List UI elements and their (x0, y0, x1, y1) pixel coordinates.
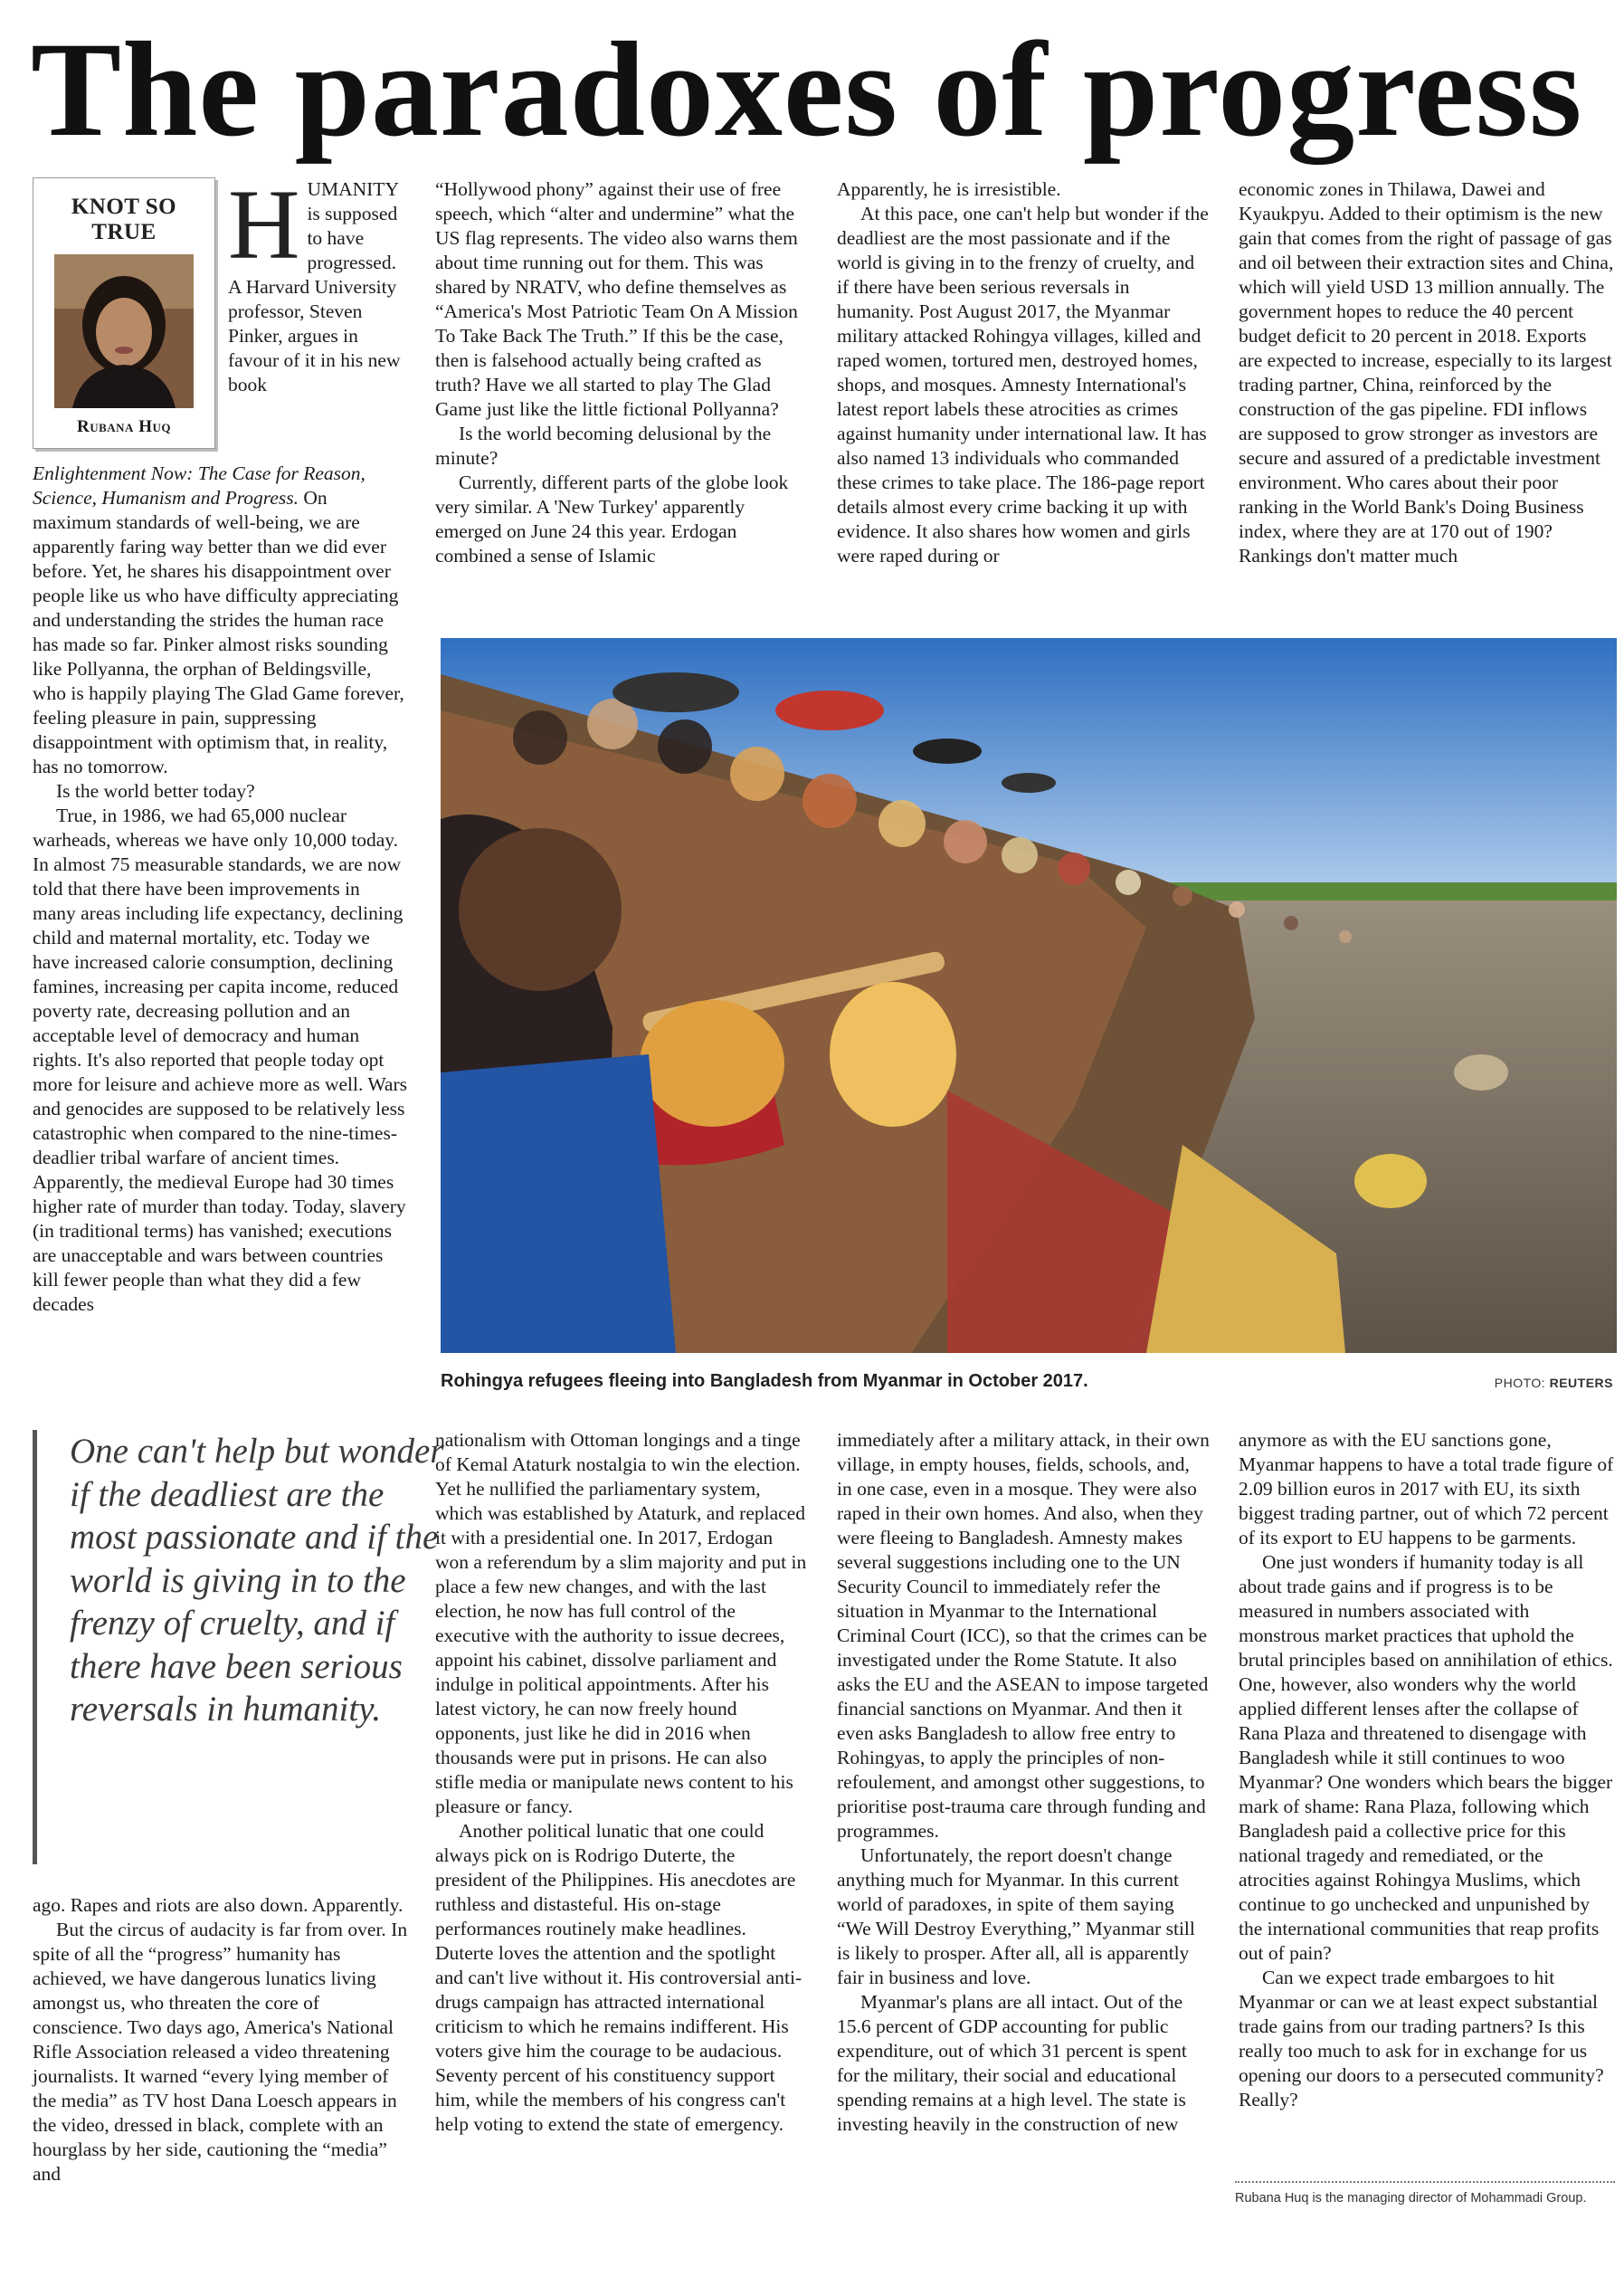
col1-p1-start: UMANITY is supposed to have progressed. A Harvard University professor, Steven Pinker, argues in favour of it in his new book (228, 178, 401, 395)
col3-bottom-p3: Myanmar's plans are all intact. Out of the 15.6 percent of GDP accounting for public expenditure, out of which 31 percent is spent for the military, their social and educational spending remains at a high level. The state is investing heavily in the construction of new (837, 1991, 1187, 2135)
author-name: Rubana Huq (77, 417, 171, 436)
col2-bottom-p1: nationalism with Ottoman longings and a tinge of Kemal Ataturk nostalgia to win the election. Yet he nullified the parliamentary system, which was established by Ataturk, and replaced it with a presidential one. In 2017, Erdogan won a referendum by a slim majority and put in place a few new changes, and with the last election, he now has full control of the executive with the authority to issue decrees, appoint his cabinet, dissolve parliament and indulge in political appointments. After his latest victory, he can now freely hound opponents, just like he did in 2016 when thousands were put in prisons. He can also stifle media or manipulate news content to his pleasure or fancy. (435, 1429, 807, 1817)
col2-top (435, 177, 808, 568)
col3-bottom (837, 1428, 1210, 2137)
author-endnote: Rubana Huq is the managing director of Mohammadi Group. (1235, 2191, 1587, 2206)
author-portrait-icon (54, 254, 194, 408)
dropcap: H (228, 169, 300, 280)
column-label-line2: TRUE (91, 220, 157, 244)
col1-intro (228, 169, 407, 397)
main-photo (441, 638, 1617, 1353)
col2-bottom-p2: Another political lunatic that one could always pick on is Rodrigo Duterte, the president of the Philippines. His anecdotes are ruthless and distasteful. His on-stage performances routinely make headlines. Duterte loves the attention and the spotlight and can't live without it. His controversial anti-drugs campaign has attracted international criticism to which he remains indifferent. His voters give him the courage to be audacious. Seventy percent of his constituency support him, while the members of his congress can't help voting to extend the state of emergency. (435, 1820, 803, 2135)
pull-quote: One can't help but wonder if the deadliest are the most passionate and if the world is giving in to the frenzy of cruelty, and if there have been serious reversals in humanity. (33, 1430, 450, 1864)
col2-top-p3: Currently, different parts of the globe look very similar. A 'New Turkey' apparently emerged on June 24 this year. Erdogan combined a sense of Islamic (435, 472, 789, 567)
col1-bottom (33, 1893, 409, 2186)
col4-bottom-p1: anymore as with the EU sanctions gone, Myanmar happens to have a total trade figure of 2.09 billion euros in 2017 with EU, its sixth biggest trading partner, out of which 72 percent of its export to EU happens to be garments. (1239, 1429, 1614, 1548)
photo-credit (1495, 1376, 1613, 1390)
col2-bottom (435, 1428, 808, 2137)
col3-top (837, 177, 1210, 568)
col3-top-p1: Apparently, he is irresistible. (837, 178, 1061, 200)
endnote-divider (1235, 2181, 1615, 2183)
column-label-line1: KNOT SO (71, 195, 177, 219)
photo-credit-label: PHOTO: (1494, 1376, 1546, 1390)
col1-bottom-p2: But the circus of audacity is far from over. In spite of all the “progress” humanity has achieved, we have dangerous lunatics living amongst us, who threaten the core of conscience. Two days ago, America's National Rifle Association released a video threatening journalists. It warned “every lying member of the media” as TV host Dana Loesch appears in the video, dressed in black, complete with an hourglass by her side, cautioning the “media” and (33, 1919, 408, 2185)
col3-top-p2: At this pace, one can't help but wonder if the deadliest are the most passionate and if the world is giving in to the frenzy of cruelty, and if there have been serious reversals in humanity. Post August 2017, the Myanmar military attacked Rohingya villages, killed and raped women, tortured men, destroyed homes, shops, and mosques. Amnesty International's latest report labels these atrocities as crimes against humanity under international law. It has also named 13 individuals who commanded these crimes to take place. The 186-page report details almost every crime backing it up with evidence. It also shares how women and girls were raped during or (837, 203, 1209, 567)
col3-bottom-p2: Unfortunately, the report doesn't change anything much for Myanmar. In this current world of paradoxes, in spite of them saying “We Will Destroy Everything,” Myanmar still is likely to prosper. After all, all is apparently fair in business and love. (837, 1844, 1195, 1988)
col4-top-p1: economic zones in Thilawa, Dawei and Kyaukpyu. Added to their optimism is the new gain that comes from the right of passage of gas and oil between their extraction sites and China, which will yield USD 13 million annually. The government hopes to reduce the 40 percent budget deficit to 20 percent in 2018. Exports are expected to increase, especially to its largest trading partner, China, reinforced by the construction of the gas pipeline. FDI inflows are supposed to grow stronger as investors are secure and assured of a predictable investment environment. Who cares about their poor ranking in the World Bank's Doing Business index, where they are at 170 out of 190? Rankings don't matter much (1239, 178, 1614, 567)
refugees-photo-icon (441, 638, 1617, 1353)
column-byline-box (33, 177, 215, 449)
col1-text (33, 462, 407, 1412)
col2-top-p2: Is the world becoming delusional by the minute? (435, 423, 772, 469)
col4-bottom-p3: Can we expect trade embargoes to hit Myanmar or can we at least expect substantial trade gains from our trading partners? Is this really too much to ask for in exchange for us opening our doors to a persecuted community? Really? (1239, 1967, 1604, 2110)
col1-p2: Is the world better today? (56, 780, 255, 802)
col4-bottom (1239, 1428, 1615, 2112)
book-title: Enlightenment Now: The Case for Reason, Science, Humanism and Progress. (33, 462, 366, 509)
headline: The paradoxes of progress (31, 14, 1583, 165)
col4-top (1239, 177, 1615, 568)
column-label (33, 195, 214, 245)
col1-p3: True, in 1986, we had 65,000 nuclear warheads, whereas we have only 10,000 today. In almost 75 measurable standards, we are now told that there have been improvements in many areas including life expectancy, declining child and maternal mortality, etc. Today we have increased calorie consumption, declining famines, increasing per capita income, reduced poverty rate, decreasing pollution and an acceptable level of democracy and human rights. It's also reported that people today opt more for leisure and achieve more as well. Wars and genocides are supposed to be relatively less catastrophic when compared to the nine-times-deadlier tribal warfare of ancient times. Apparently, the medieval Europe had 30 times higher rate of murder than today. Today, slavery (in traditional terms) has vanished; executions are unacceptable and wars between countries kill fewer people than what they did a few decades (33, 805, 407, 1315)
photo-caption: Rohingya refugees fleeing into Bangladesh from Myanmar in October 2017. (441, 1371, 1088, 1391)
col4-bottom-p2: One just wonders if humanity today is all about trade gains and if progress is to be measured in numbers associated with monstrous market practices that uphold the brutal principles based on annihilation of ethics. One, however, also wonders why the world applied different lenses after the collapse of Rana Plaza and threatened to disengage with Bangladesh while it still continues to woo Myanmar? One wonders which bears the bigger mark of shame: Rana Plaza, following which Bangladesh paid a collective price for this national tragedy and remediated, or the atrocities against Rohingya Muslims, which continue to go unchecked and unpunished by the international communities that reap profits out of pain? (1239, 1551, 1613, 1964)
author-photo (54, 254, 194, 408)
col1-bottom-p1: ago. Rapes and riots are also down. Apparently. (33, 1894, 404, 1916)
photo-credit-source: REUTERS (1549, 1376, 1613, 1390)
col1-p1-end: On maximum standards of well-being, we are apparently faring way better than we did ever before. Yet, he shares his disappointment over people like us who have difficulty appreciating and understanding the strides the human race has made so far. Pinker almost risks sounding like Pollyanna, the orphan of Beldingsville, who is happily playing The Glad Game forever, feeling pleasure in pain, suppressing disappointment with optimism that, in reality, has no tomorrow. (33, 487, 404, 777)
col3-bottom-p1: immediately after a military attack, in their own village, in empty houses, fields, schools, and, in one case, even in a mosque. They were also raped in their own homes. And also, when they were fleeing to Bangladesh. Amnesty makes several suggestions including one to the UN Security Council to immediately refer the situation in Myanmar to the International Criminal Court (ICC), so that the crimes can be investigated under the Rome Statute. It also asks the EU and the ASEAN to impose targeted financial sanctions on Myanmar. And then it even asks Bangladesh to allow free entry to Rohingyas, to apply the principles of non-refoulement, and amongst other suggestions, to prioritise post-trauma care through funding and programmes. (837, 1429, 1210, 1842)
col2-top-p1: “Hollywood phony” against their use of free speech, which “alter and undermine” what the US flag represents. The video also warns them about time running out for them. This was shared by NRATV, who define themselves as “America's Most Patriotic Team On A Mission To Take Back The Truth.” If this be the case, then is falsehood actually being crafted as truth? Have we all started to play The Glad Game just like the little fictional Pollyanna? (435, 178, 798, 420)
